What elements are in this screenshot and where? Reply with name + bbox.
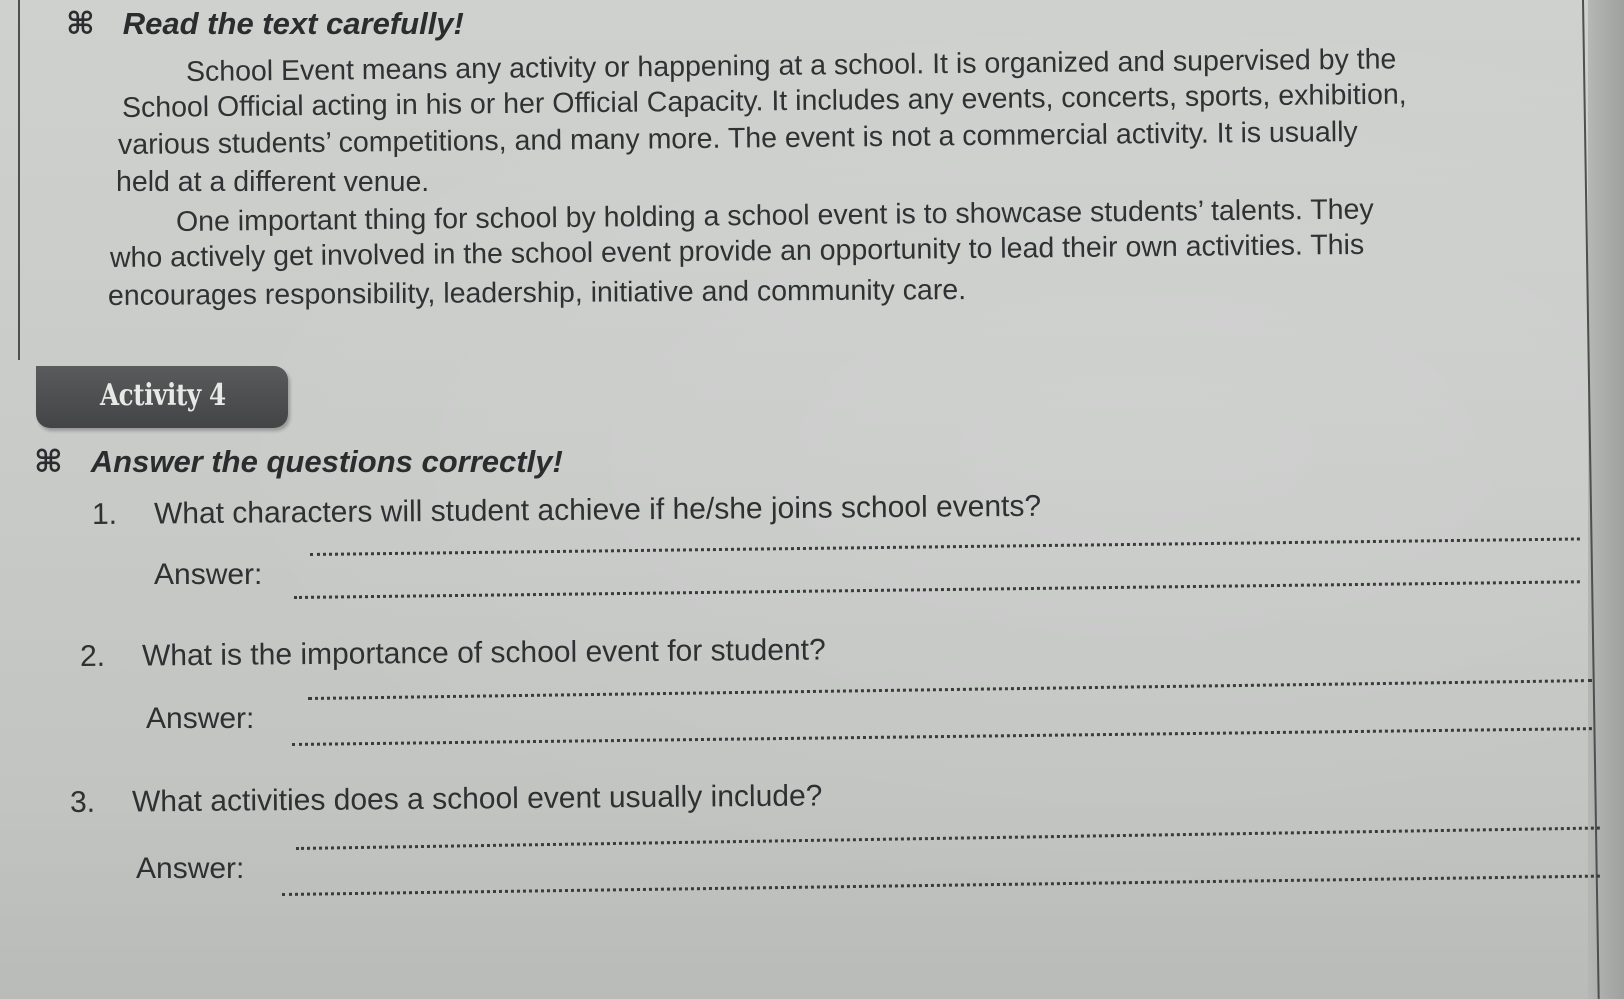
question-1 [92, 490, 1041, 532]
paragraph-2-line-2: who actively get involved in the school event provide an opportunity to lead their own activities. This [109, 228, 1365, 274]
answer-2-line-1[interactable] [308, 679, 1592, 700]
question-2 [80, 633, 826, 674]
answer-1-line-2[interactable] [294, 580, 1580, 599]
command-symbol-icon: ⌘ [34, 444, 63, 479]
activity-instruction [34, 444, 563, 480]
question-2-number: 2. [79, 639, 106, 673]
answer-3-line-2[interactable] [282, 875, 1600, 896]
paragraph-1-line-1: School Event means any activity or happening at a school. It is organized and supervised by the [185, 43, 1397, 88]
command-symbol-icon: ⌘ [66, 6, 95, 41]
answer-1-label: Answer: [154, 558, 263, 591]
answer-2-label: Answer: [146, 702, 255, 735]
reading-heading [66, 6, 464, 42]
answer-3-label: Answer: [136, 852, 245, 885]
paragraph-1-line-4: held at a different venue. [116, 166, 430, 198]
answer-3-line-1[interactable] [296, 827, 1600, 850]
question-3-number: 3. [69, 785, 96, 819]
question-3 [70, 779, 823, 820]
frame-left-border [18, 0, 20, 360]
paragraph-2-line-1: One important thing for school by holding a school event is to showcase students’ talents. They [175, 193, 1374, 238]
answer-2-line-2[interactable] [292, 727, 1592, 746]
activity-badge-label: Activity 4 [100, 378, 226, 413]
activity-instruction-text: Answer the questions correctly! [90, 444, 563, 479]
paragraph-2-line-3: encourages responsibility, leadership, initiative and community care. [107, 274, 967, 312]
question-3-text: What activities does a school event usually include? [131, 779, 823, 819]
paragraph-1-line-3: various students’ competitions, and many more. The event is not a commercial activity. It is usually [117, 116, 1358, 161]
answer-1-line-1[interactable] [310, 537, 1580, 556]
question-1-number: 1. [91, 497, 118, 531]
page-edge-shadow [1588, 0, 1624, 999]
activity-badge [36, 366, 288, 428]
question-2-text: What is the importance of school event for student? [141, 633, 826, 673]
paragraph-1-line-2: School Official acting in his or her Official Capacity. It includes any events, concerts, sports, exhibition, [121, 78, 1407, 124]
question-1-text: What characters will student achieve if he/she joins school events? [153, 489, 1042, 531]
reading-heading-text: Read the text carefully! [122, 6, 464, 41]
